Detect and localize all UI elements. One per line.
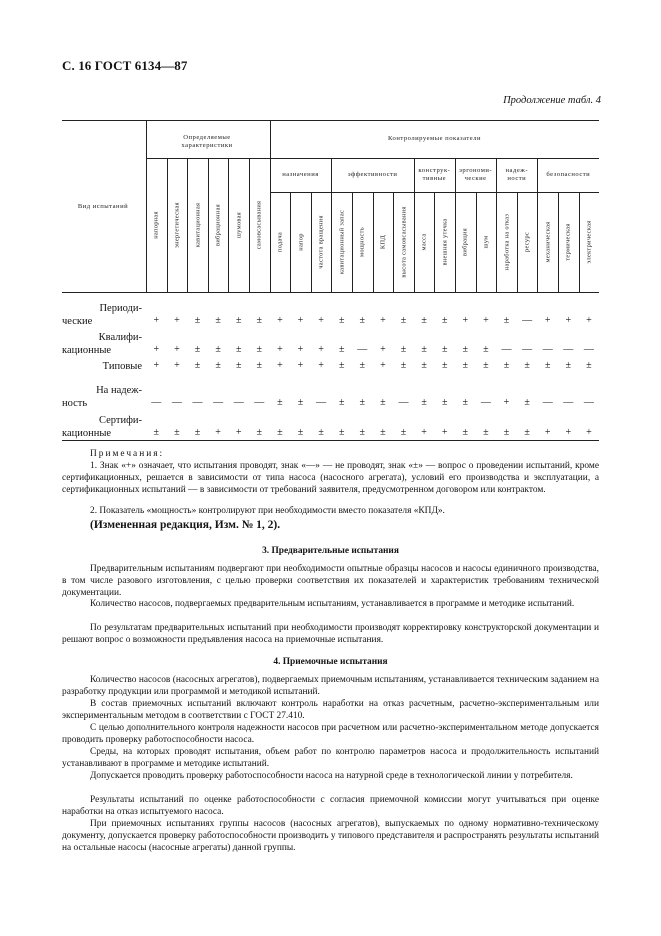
column-divider [517, 192, 518, 292]
table-cell: — [583, 397, 594, 408]
header-rule-1 [146, 158, 599, 159]
column-header-text: механическая [544, 221, 552, 263]
row-label-line-1: На надеж- [96, 385, 142, 396]
table-cell: ± [462, 427, 469, 438]
table-cell: — [398, 397, 409, 408]
table-cell: + [380, 344, 386, 355]
row-label-line-1: Квалифи- [98, 332, 142, 343]
table-cell: ± [338, 360, 345, 371]
table-cell: ± [359, 360, 366, 371]
table-cell: ± [256, 344, 263, 355]
table-cell: ± [174, 427, 180, 438]
table-cell: ± [380, 427, 386, 438]
column-header-text: мощность [358, 227, 366, 257]
table-cell: ± [215, 315, 221, 326]
table-cell: + [544, 427, 551, 438]
row-label-line-2: ческие [62, 316, 93, 327]
table-cell: + [318, 360, 324, 371]
section-4-para-3: С целью дополнительного контроля надежности насосов при расчетном или расчетно-экспериментальном методе допускается проводить проверку работоспособности насоса. [62, 723, 599, 745]
header-bottom-rule [62, 292, 599, 293]
column-divider [167, 158, 168, 292]
section-4-para-2: В состав приемочных испытаний включают контроль наработки на отказ расчетным, расчетно-экспериментальным или экспериментальным методом в соответствии с ГОСТ 27.410. [62, 699, 599, 721]
table-cell: — [254, 397, 265, 408]
table-cell: ± [194, 360, 201, 371]
column-divider [228, 158, 229, 292]
table-cell: ± [441, 360, 448, 371]
row-label-line-2: ность [62, 398, 88, 409]
table-cell: ± [524, 427, 530, 438]
table-cell: + [380, 315, 386, 326]
column-divider [373, 192, 374, 292]
table-cell: — [501, 344, 512, 355]
column-header-text: шум [482, 235, 490, 249]
table-cell: + [277, 360, 283, 371]
column-header-text: подача [276, 231, 284, 253]
table-cell: ± [338, 427, 345, 438]
column-divider [393, 192, 394, 292]
column-header-text: наработка на отказ [503, 213, 510, 271]
table-cell: ± [256, 315, 263, 326]
table-cell: + [565, 315, 572, 326]
table-bottom-rule [62, 440, 599, 441]
table-cell: + [318, 315, 324, 326]
row-label-line-1: Периоди- [99, 303, 142, 314]
column-header-text: самовсасывания [255, 200, 263, 250]
table-cell: ± [421, 360, 427, 371]
table-cell: + [565, 427, 572, 438]
table-cell: + [215, 427, 221, 438]
table-cell: + [462, 315, 469, 326]
table-cell: ± [297, 397, 304, 408]
table-cell: ± [194, 315, 201, 326]
table-cell: — [357, 344, 368, 355]
column-divider [187, 158, 188, 292]
table-cell: — [563, 344, 574, 355]
table-cell: + [483, 315, 489, 326]
table-cell: + [586, 427, 592, 438]
table-cell: ± [462, 344, 469, 355]
section-4-para-5: Допускается проводить проверку работоспособности насоса на натурной среде в технологической линии у потребителя. [90, 771, 573, 781]
table-cell: ± [194, 427, 201, 438]
table-cell: ± [256, 427, 263, 438]
subgroup-header: надеж-ности [505, 167, 529, 182]
table-cell: — [213, 397, 224, 408]
table-cell: + [174, 360, 180, 371]
table-cell: ± [421, 397, 427, 408]
column-header-text: кавитационная [194, 202, 201, 248]
table-cell: + [297, 315, 304, 326]
column-header-text: КПД [379, 234, 387, 250]
group-controlled: Контролируемые показатели [387, 135, 482, 142]
table-cell: ± [483, 360, 489, 371]
table-cell: — [542, 397, 553, 408]
column-header-text: внешняя утечка [441, 218, 449, 266]
table-cell: ± [400, 315, 407, 326]
test-types-table [62, 120, 599, 440]
stub-divider [146, 120, 147, 292]
table-cell: + [441, 427, 448, 438]
section-4-para-1: Количество насосов (насосных агрегатов), подвергаемых приемочным испытаниям, устанавливается техническим заданием на разработку продукции или программой и методикой испытаний. [62, 675, 599, 697]
row-label [62, 302, 144, 328]
table-cell: ± [462, 397, 469, 408]
notes-title-text: Примечания: [90, 449, 165, 459]
table-cell: ± [544, 360, 551, 371]
table-cell: ± [380, 397, 386, 408]
row-label [62, 384, 144, 410]
table-cell: — [233, 397, 244, 408]
subgroup-header: безопасности [546, 171, 591, 178]
table-cell: — [522, 315, 533, 326]
note-2: 2. Показатель «мощность» контролируют при необходимости вместо показателя «КПД». [90, 506, 445, 516]
column-header-text: кавитационный запас [338, 209, 346, 275]
table-cell: ± [235, 360, 242, 371]
notes-title [62, 448, 599, 460]
section-3-title: 3. Предварительные испытания [262, 546, 399, 556]
table-top-rule [62, 120, 599, 121]
table-cell: — [563, 397, 574, 408]
table-cell: ± [421, 315, 427, 326]
table-cell: ± [421, 344, 427, 355]
table-cell: ± [503, 427, 510, 438]
table-cell: ± [586, 360, 592, 371]
table-cell: + [421, 427, 427, 438]
row-label-line-2: кационные [62, 428, 112, 439]
amendment-note: (Измененная редакция, Изм. № 1, 2). [90, 519, 281, 531]
table-cell: + [277, 344, 283, 355]
table-cell: + [318, 344, 324, 355]
row-label-line-2: кационные [62, 345, 112, 356]
table-cell: ± [503, 360, 510, 371]
group-divider [270, 120, 271, 292]
table-cell: + [153, 315, 160, 326]
table-cell: ± [194, 344, 201, 355]
column-divider [434, 192, 435, 292]
table-cell: ± [318, 427, 324, 438]
table-cell: ± [359, 397, 366, 408]
table-cell: ± [215, 344, 221, 355]
column-divider [290, 192, 291, 292]
table-cell: — [542, 344, 553, 355]
column-header-text: вибрационная [214, 204, 222, 246]
table-cell: + [380, 360, 386, 371]
table-cell: ± [400, 427, 407, 438]
subgroup-header: эргономи-ческие [459, 167, 493, 182]
table-cell: + [503, 397, 510, 408]
note-1: 1. Знак «+» означает, что испытания проводят, знак «—» — не проводят, знак «±» — вопрос о проведении испытаний, кроме сертификационных, решается в зависимости от типа насоса (насосного агрегата), условий его производства и эксплуатации, а сертификационных испытаний — в зависимости от требований заявителя, предусмотренном договором или контрактом. [62, 461, 599, 495]
table-cell: + [297, 360, 304, 371]
stub-header: Вид испытаний [77, 203, 129, 210]
row-label [62, 360, 144, 373]
table-cell: ± [565, 360, 572, 371]
column-divider [208, 158, 209, 292]
table-cell: ± [400, 344, 407, 355]
section-3-para-3: По результатам предварительных испытаний при необходимости производят корректировку конструкторской документации и решают вопрос о возможности предъявления насоса на приемочные испытания. [62, 623, 599, 645]
table-cell: ± [277, 427, 283, 438]
table-cell: — [316, 397, 327, 408]
section-4-para-4: Среды, на которых проводят испытания, объем работ по контролю параметров насоса и продолжительность испытаний устанавливают в программе и методике испытаний. [62, 747, 599, 769]
table-cell: + [174, 315, 180, 326]
column-divider [579, 192, 580, 292]
table-cell: — [192, 397, 203, 408]
table-cell: — [583, 344, 594, 355]
column-divider [352, 192, 353, 292]
table-cell: + [174, 344, 180, 355]
row-label-line-1: Типовые [102, 361, 142, 372]
table-cell: + [586, 315, 592, 326]
table-cell: + [544, 315, 551, 326]
section-4-para-7: При приемочных испытаниях группы насосов (насосных агрегатов), выпускаемых по одному нормативно-техническому документу, допускается проверку работоспособности производить у типового представителя и распространять результаты испытаний на остальные насосы (насосные агрегаты) данной группы. [62, 819, 599, 853]
column-header-text: напор [297, 233, 304, 251]
table-cell: ± [441, 344, 448, 355]
table-cell: + [277, 315, 283, 326]
table-cell: ± [215, 360, 221, 371]
table-cell: ± [338, 315, 345, 326]
column-divider [311, 192, 312, 292]
table-cell: ± [400, 360, 407, 371]
table-cell: ± [277, 397, 283, 408]
table-continuation: Продолжение табл. 4 [503, 95, 601, 106]
page-header: С. 16 ГОСТ 6134—87 [62, 58, 188, 73]
row-label [62, 331, 144, 357]
subgroup-header: конструк-тивные [418, 167, 451, 182]
table-cell: ± [441, 397, 448, 408]
group-determined: Определяемые характеристики [181, 134, 233, 149]
row-label-line-1: Сертифи- [98, 415, 142, 426]
table-cell: ± [483, 427, 489, 438]
column-divider [476, 192, 477, 292]
table-cell: ± [338, 397, 345, 408]
column-header-text: напорная [152, 211, 160, 239]
table-cell: + [235, 427, 242, 438]
table-cell: — [171, 397, 182, 408]
column-header-text: масса [420, 233, 428, 251]
table-cell: ± [256, 360, 263, 371]
table-cell: + [153, 344, 160, 355]
table-cell: — [480, 397, 491, 408]
table-cell: — [522, 344, 533, 355]
table-cell: ± [462, 360, 469, 371]
subgroup-header: эффективности [347, 171, 398, 178]
section-3-para-1: Предварительным испытаниям подвергают при необходимости опытные образцы насосов и насосы единичного производства, в том числе разового изготовления, с целью проверки соответствия их показателей и характеристик требованиям технической документации. [62, 564, 599, 598]
table-cell: ± [338, 344, 345, 355]
table-cell: ± [153, 427, 160, 438]
column-header-text: термическая [564, 223, 572, 261]
column-header-text: энергетическая [173, 202, 181, 248]
table-cell: ± [235, 315, 242, 326]
table-cell: ± [524, 397, 530, 408]
table-cell: ± [441, 315, 448, 326]
column-header-text: высота самовсасывания [400, 206, 407, 278]
section-4-para-6: Результаты испытаний по оценке работоспособности с согласия приемочной комиссии могут учитываться при оценке наработки на отказ испытуемого насоса. [62, 795, 599, 817]
column-header-text: вибрация [461, 228, 469, 256]
subgroup-header: назначения [282, 171, 319, 178]
table-cell: ± [503, 315, 510, 326]
table-cell: + [297, 344, 304, 355]
row-label [62, 414, 144, 440]
column-header-text: частота вращения [317, 215, 325, 269]
column-divider [249, 158, 250, 292]
table-cell: ± [524, 360, 530, 371]
table-cell: ± [297, 427, 304, 438]
column-header-text: ресурс [523, 232, 531, 252]
column-header-text: шумовая [235, 211, 243, 239]
column-divider [558, 192, 559, 292]
table-cell: ± [235, 344, 242, 355]
section-4-title: 4. Приемочные испытания [273, 657, 388, 667]
section-3-para-2: Количество насосов, подвергаемых предварительным испытаниям, устанавливается в программе и методике испытаний. [90, 599, 575, 609]
table-cell: ± [483, 344, 489, 355]
column-header-text: электрическая [585, 220, 593, 264]
table-cell: ± [359, 427, 366, 438]
table-cell: — [151, 397, 162, 408]
table-cell: ± [359, 315, 366, 326]
table-cell: + [153, 360, 160, 371]
